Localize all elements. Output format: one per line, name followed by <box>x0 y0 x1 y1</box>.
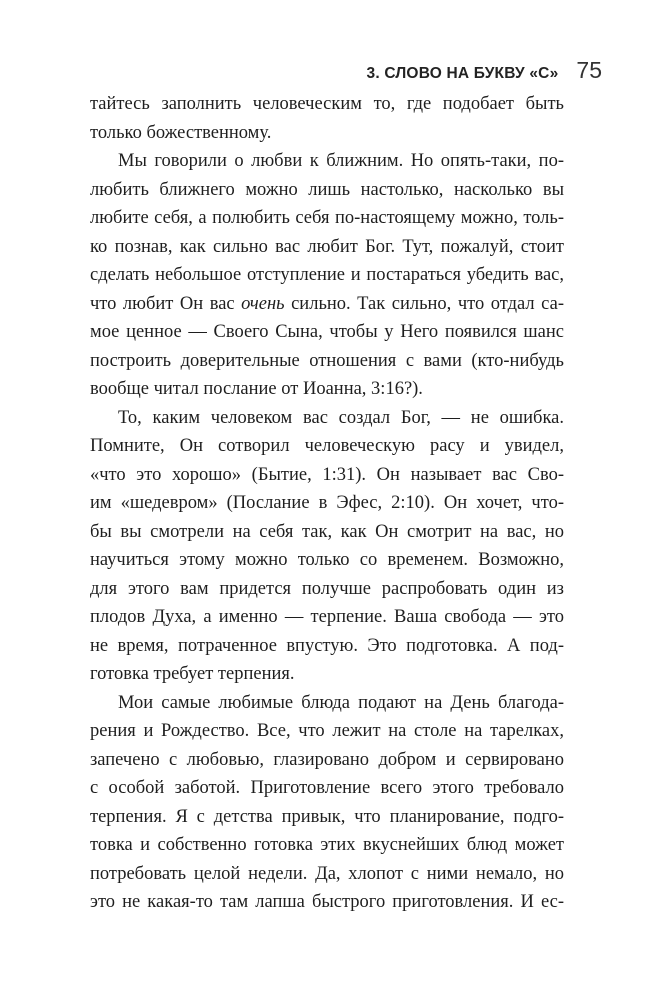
text-line: терпения. Я с детства привык, что планирование, подго- <box>90 806 564 827</box>
text-line: сделать небольшое отступление и постараться убедить вас, <box>90 265 564 285</box>
text-line: рения и Рождество. Все, что лежит на столе на тарелках, <box>90 721 564 741</box>
text-line: тайтесь заполнить человеческим то, где подобает быть <box>90 94 564 114</box>
text-line: То, каким человеком вас создал Бог, — не ошибка. <box>118 407 564 428</box>
paragraph <box>90 90 564 147</box>
text-line: Помните, Он сотворил человеческую расу и увидел, <box>90 436 564 456</box>
text-line: мое ценное — Своего Сына, чтобы у Него появился шанс <box>90 322 564 342</box>
text-line: что любит Он вас очень сильно. Так сильно, что отдал са- <box>90 293 564 314</box>
text-line: не время, потраченное впустую. Это подготовка. А под- <box>90 635 564 656</box>
text-line: бы вы смотрели на себя так, как Он смотрит на вас, но <box>90 521 564 542</box>
text-line: с особой заботой. Приготовление всего этого требовало <box>90 778 564 798</box>
text-line: ко познав, как сильно вас любит Бог. Тут, пожалуй, стоит <box>90 236 564 257</box>
text-line: любить ближнего можно лишь настолько, насколько вы <box>90 179 564 200</box>
chapter-title: 3. СЛОВО НА БУКВУ «С» <box>366 65 559 82</box>
paragraph <box>90 404 564 689</box>
running-header <box>367 57 602 84</box>
text-line: Мы говорили о любви к ближним. Но опять-таки, по- <box>118 151 564 171</box>
text-line: вообще читал послание от Иоанна, 3:16?). <box>90 379 423 399</box>
text-line: только божественному. <box>90 122 272 143</box>
paragraph <box>90 689 564 917</box>
text-line: потребовать целой недели. Да, хлопот с ними немало, но <box>90 863 564 884</box>
page-body <box>90 90 564 917</box>
text-line: готовка требует терпения. <box>90 664 295 684</box>
text-line: им «шедевром» (Послание в Эфес, 2:10). Он хочет, что- <box>90 493 564 513</box>
text-line: это не какая-то там лапша быстрого приготовления. И ес- <box>90 892 564 912</box>
paragraph <box>90 147 564 404</box>
text-line: запечено с любовью, глазировано добром и сервировано <box>90 749 564 770</box>
text-line: плодов Духа, а именно — терпение. Ваша свобода — это <box>90 607 564 627</box>
text-line: любите себя, а полюбить себя по-настоящему можно, толь- <box>90 208 564 228</box>
text-line: построить доверительные отношения с вами (кто-нибудь <box>90 350 564 371</box>
page-number: 75 <box>576 57 602 83</box>
text-line: научиться этому можно только со временем. Возможно, <box>90 550 564 570</box>
text-line: для этого вам придется получше распробовать один из <box>90 578 564 599</box>
text-line: Мои самые любимые блюда подают на День благода- <box>118 692 564 713</box>
text-line: «что это хорошо» (Бытие, 1:31). Он называет вас Сво- <box>90 464 564 485</box>
text-line: товка и собственно готовка этих вкуснейших блюд может <box>90 835 564 855</box>
